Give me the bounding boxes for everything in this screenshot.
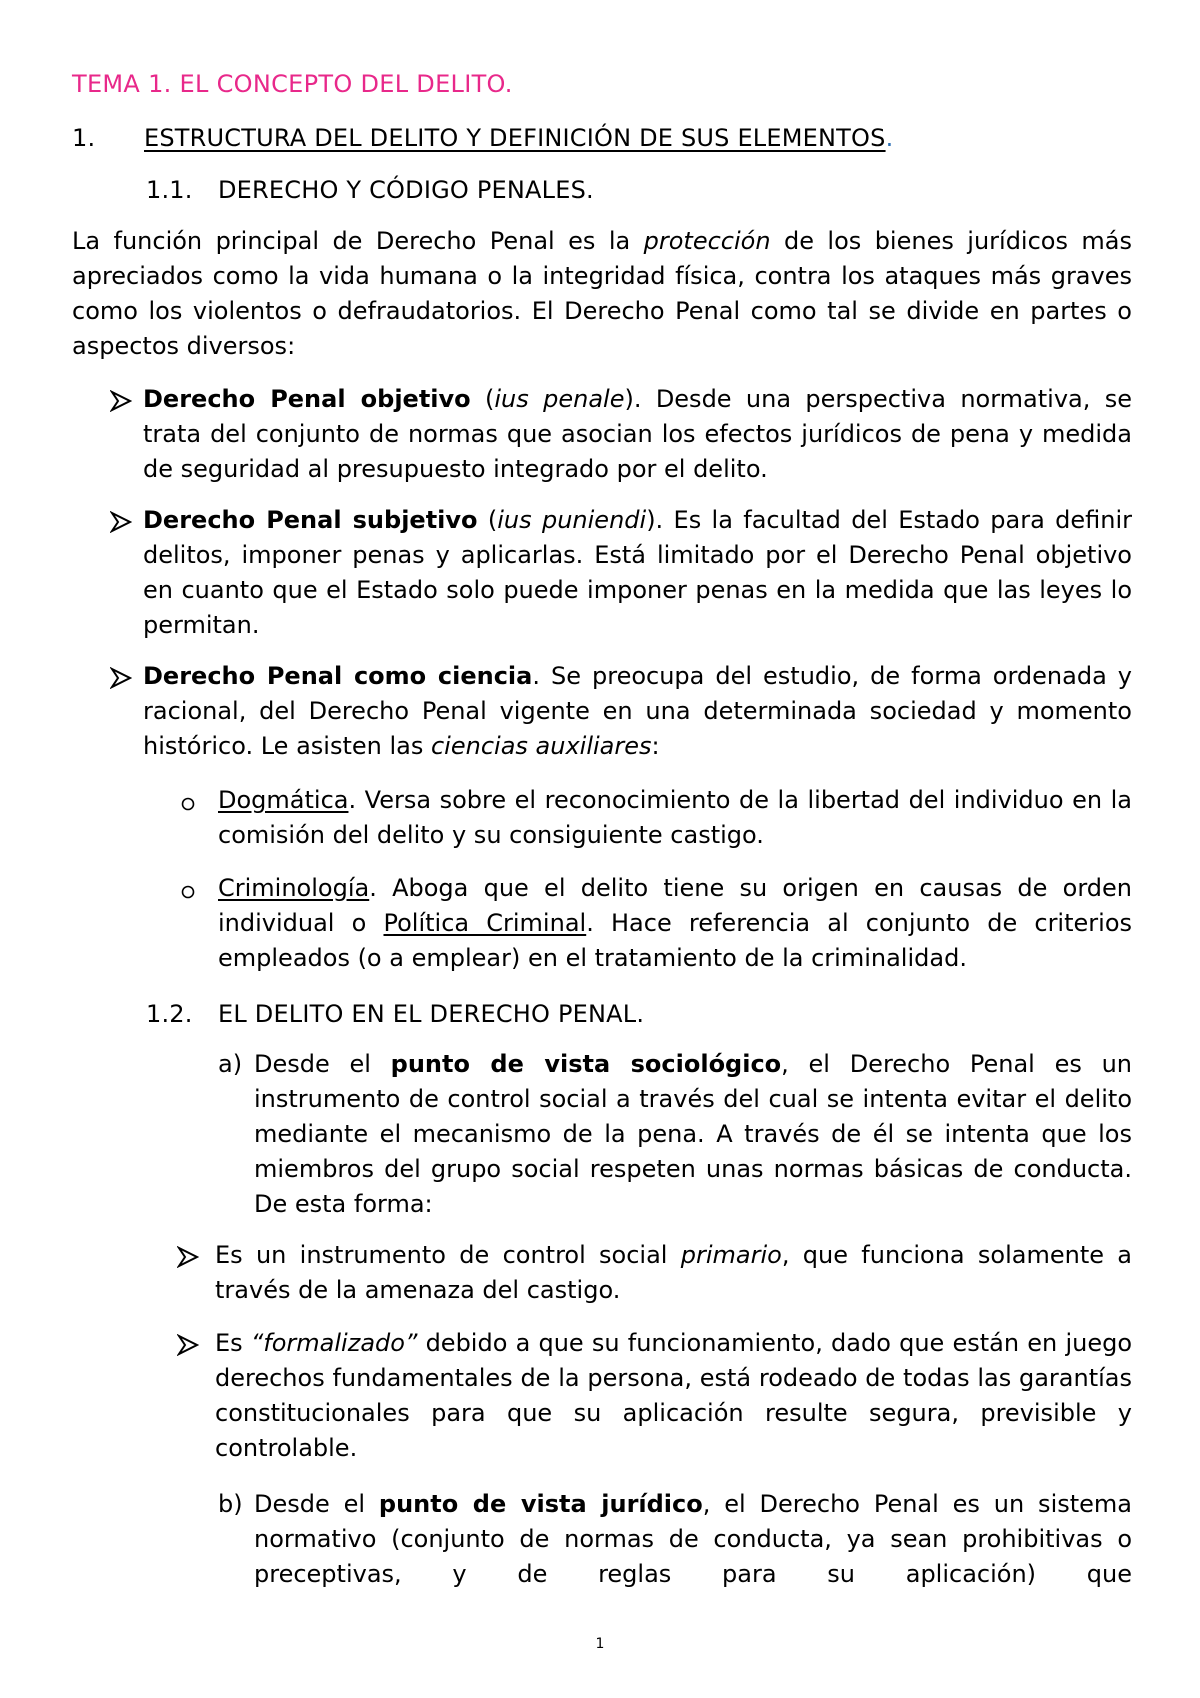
subsection-number: 1.2. xyxy=(146,1000,193,1028)
sub-bullet-text: . Aboga que el delito tiene su origen en causas de orden individual o xyxy=(218,874,1132,937)
section-title: ESTRUCTURA DEL DELITO Y DEFINICIÓN DE SUS ELEMENTOS xyxy=(144,124,886,152)
intro-text-a: La función principal de Derecho Penal es la xyxy=(72,227,644,255)
bullet-bold: Derecho Penal subjetivo xyxy=(143,506,478,534)
bullet-text: , que funciona solamente a través de la amenaza del castigo. xyxy=(215,1241,1132,1304)
circle-bullet-icon xyxy=(181,797,195,811)
item-pre: Desde el xyxy=(254,1050,391,1078)
bullet-control-primario xyxy=(215,1238,1132,1308)
bullet-italic: “formalizado” xyxy=(250,1329,418,1357)
arrowhead-bullet-icon xyxy=(177,1334,199,1356)
list-label-a: a) xyxy=(218,1050,243,1078)
sub-bullet-underlined-2: Política Criminal xyxy=(383,909,587,937)
section-title-dot: . xyxy=(885,124,894,152)
sub-bullet-text-2: . Hace referencia al conjunto de criterios empleados (o a emplear) en el tratamiento de la criminalidad. xyxy=(218,909,1133,972)
document-title: TEMA 1. EL CONCEPTO DEL DELITO. xyxy=(72,70,513,98)
subsection-title: EL DELITO EN EL DERECHO PENAL. xyxy=(218,1000,645,1028)
subsection-title: DERECHO Y CÓDIGO PENALES. xyxy=(218,176,594,204)
intro-paragraph xyxy=(72,224,1132,364)
bullet-end: : xyxy=(651,732,660,760)
bullet-formalizado xyxy=(215,1326,1132,1466)
intro-italic: protección xyxy=(643,227,771,255)
sub-bullet-underlined: Criminología xyxy=(218,874,370,902)
sub-bullet-criminologia xyxy=(218,871,1132,976)
intro-text-b: de los bienes jurídicos más apreciados como la vida humana o la integridad física, contra los ataques más graves como los violentos o defraudatorios. El Derecho Penal como tal se divide en partes o aspectos diversos: xyxy=(72,227,1132,360)
page-number: 1 xyxy=(595,1636,605,1652)
arrowhead-bullet-icon xyxy=(110,667,132,689)
item-a-sociologico xyxy=(254,1047,1132,1222)
item-text: , el Derecho Penal es un instrumento de control social a través del cual se intenta evitar el delito mediante el mecanismo de la pena. A través de él se intenta que los miembros del grupo social respeten unas normas básicas de conducta. De esta forma: xyxy=(254,1050,1132,1218)
subsection-number: 1.1. xyxy=(146,176,193,204)
bullet-text: ). Es la facultad del Estado para definir delitos, imponer penas y aplicarlas. Está limitado por el Derecho Penal objetivo en cuanto que el Estado solo puede imponer penas en la medida que las leyes lo permitan. xyxy=(143,506,1132,639)
item-text: , el Derecho Penal es un sistema normativo (conjunto de normas de conducta, ya sean prohibitivas o preceptivas, y de reglas para su aplicación) que xyxy=(254,1490,1132,1588)
sub-bullet-dogmatica xyxy=(218,783,1132,853)
arrowhead-bullet-icon xyxy=(177,1246,199,1268)
list-label-b: b) xyxy=(218,1490,243,1518)
subsection-heading-1-2 xyxy=(146,1000,644,1028)
item-pre: Desde el xyxy=(254,1490,379,1518)
bullet-pre: Es un instrumento de control social xyxy=(215,1241,681,1269)
bullet-italic: primario xyxy=(680,1241,782,1269)
circle-bullet-icon xyxy=(181,885,195,899)
bullet-bold: Derecho Penal como ciencia xyxy=(143,662,533,690)
section-heading-1 xyxy=(72,124,1132,152)
bullet-italic: ciencias auxiliares xyxy=(430,732,652,760)
item-bold: punto de vista jurídico xyxy=(378,1490,703,1518)
bullet-italic: ius penale xyxy=(494,385,625,413)
arrowhead-bullet-icon xyxy=(110,390,132,412)
bullet-derecho-penal-subjetivo xyxy=(143,503,1132,643)
bullet-paren: ( xyxy=(477,506,498,534)
item-b-juridico xyxy=(254,1487,1132,1592)
subsection-heading-1-1 xyxy=(146,176,594,204)
section-number: 1. xyxy=(72,124,96,152)
item-bold: punto de vista sociológico xyxy=(390,1050,782,1078)
bullet-paren: ( xyxy=(470,385,495,413)
bullet-derecho-penal-ciencia xyxy=(143,659,1132,764)
bullet-bold: Derecho Penal objetivo xyxy=(143,385,471,413)
arrowhead-bullet-icon xyxy=(110,511,132,533)
bullet-derecho-penal-objetivo xyxy=(143,382,1132,487)
sub-bullet-text: . Versa sobre el reconocimiento de la libertad del individuo en la comisión del delito y su consiguiente castigo. xyxy=(218,786,1132,849)
bullet-text: . Se preocupa del estudio, de forma ordenada y racional, del Derecho Penal vigente en una determinada sociedad y momento histórico. Le asisten las xyxy=(143,662,1132,760)
sub-bullet-underlined: Dogmática xyxy=(218,786,349,814)
bullet-text: debido a que su funcionamiento, dado que están en juego derechos fundamentales de la persona, está rodeado de todas las garantías constitucionales para que su aplicación resulte segura, previsible y controlable. xyxy=(215,1329,1133,1462)
bullet-pre: Es xyxy=(215,1329,251,1357)
bullet-text: ). Desde una perspectiva normativa, se trata del conjunto de normas que asocian los efectos jurídicos de pena y medida de seguridad al presupuesto integrado por el delito. xyxy=(143,385,1132,483)
bullet-italic: ius puniendi xyxy=(497,506,647,534)
